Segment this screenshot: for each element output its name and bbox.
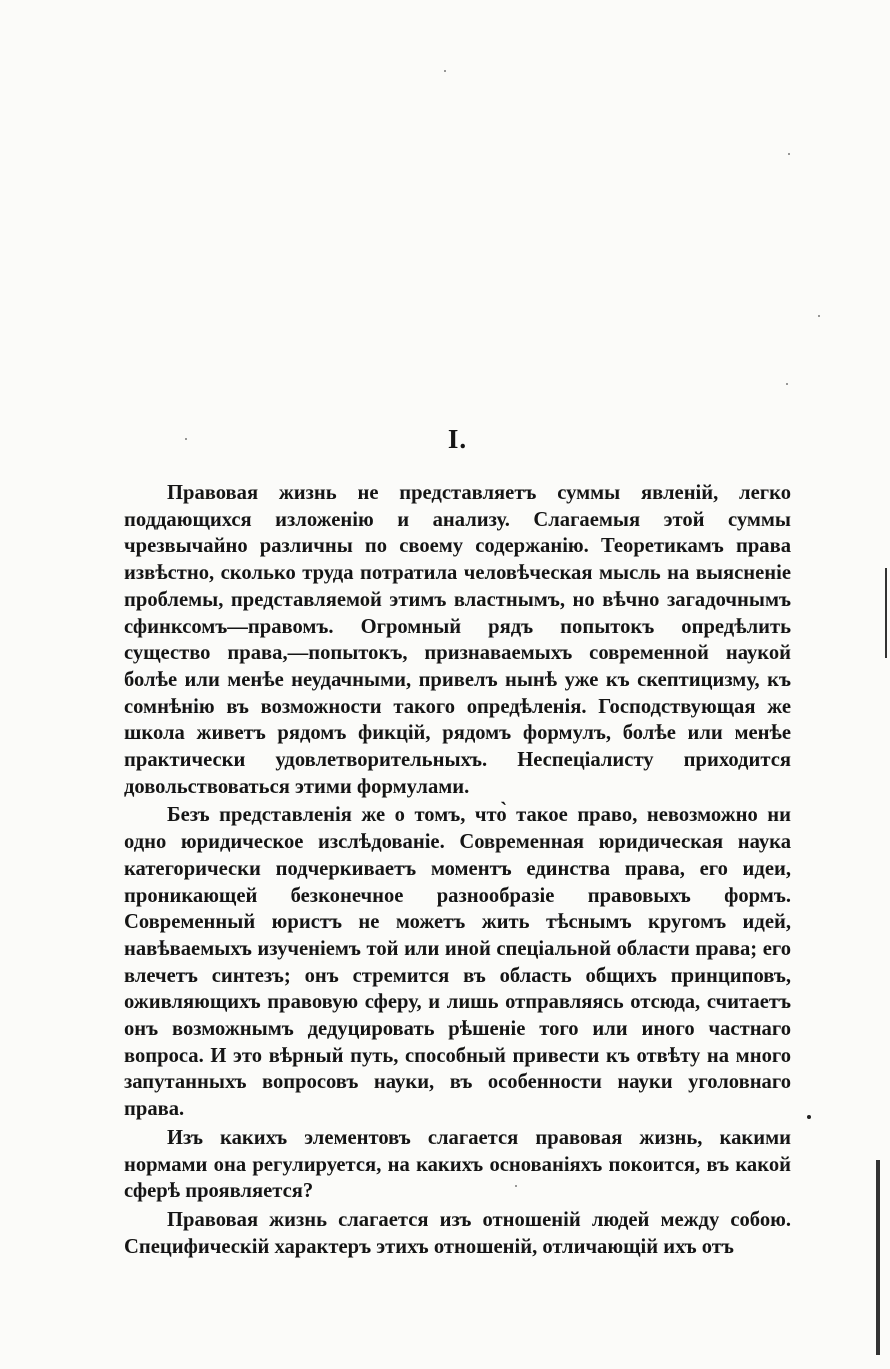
scan-edge-mark-bottom	[876, 1160, 880, 1355]
scan-edge-mark-top	[885, 568, 887, 658]
paragraph-2: Безъ представленія же о томъ, что̀ такое право, невозможно ни одно юридическое изслѣдованіе. Современная юридическая наука категорически подчеркиваетъ моментъ единства права, его идеи, проникающей безконечное разнообразіе правовыхъ формъ. Современный юристъ не можетъ жить тѣснымъ кругомъ идей, навѣваемыхъ изученіемъ той или иной спеціальной области права; его влечетъ синтезъ; онъ стремится въ область общихъ принциповъ, оживляющихъ правовую сферу, и лишь отправляясь отсюда, считаетъ онъ возможнымъ дедуцировать рѣшеніе того или иного частнаго вопроса. И это вѣрный путь, способный привести къ отвѣту на много запутанныхъ вопросовъ науки, въ особенности науки уголовнаго права.	[124, 804, 791, 1121]
scan-speck	[185, 438, 187, 440]
chapter-heading: I.	[447, 424, 468, 454]
scan-speck	[818, 315, 820, 317]
paragraph-4: Правовая жизнь слагается изъ отношеній людей между собою. Специфическій характеръ этихъ отношеній, отличающій ихъ отъ	[124, 1208, 791, 1258]
scan-speck	[788, 153, 790, 155]
scan-speck	[786, 383, 788, 385]
scan-speck	[807, 1115, 811, 1119]
paragraph-1: Правовая жизнь не представляетъ суммы явленій, легко поддающихся изложенію и анализу. Слагаемыя этой суммы чрезвычайно различны по своему содержанію. Теоретикамъ права извѣстно, сколько труда потратила человѣческая мысль на выясненіе проблемы, представляемой этимъ властнымъ, но вѣчно загадочнымъ сфинксомъ—правомъ. Огромный рядъ попытокъ опредѣлить существо права,—попытокъ, признаваемыхъ современной наукой болѣе или менѣе неудачными, привелъ нынѣ уже къ скептицизму, къ сомнѣнію въ возможности такого опредѣленія. Господствующая же школа живетъ рядомъ фикцій, рядомъ формулъ, болѣе или менѣе практически удовлетворительныхъ. Неспеціалисту приходится довольствоваться этими формулами.	[124, 482, 791, 798]
scan-speck	[515, 1185, 517, 1187]
body-text	[124, 480, 791, 1260]
scan-speck	[444, 70, 446, 72]
paragraph-3: Изъ какихъ элементовъ слагается правовая жизнь, какими нормами она регулируется, на какихъ основаніяхъ покоится, въ какой сферѣ проявляется?	[124, 1126, 791, 1203]
